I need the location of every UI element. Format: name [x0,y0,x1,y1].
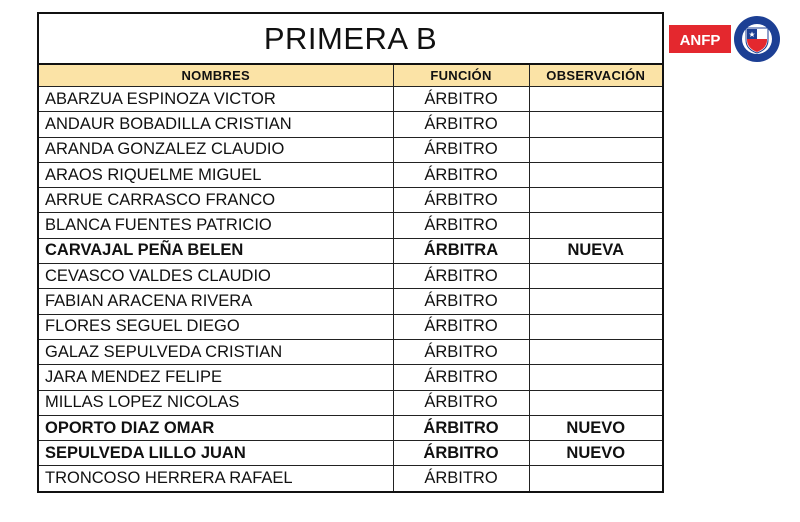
column-header-observation: OBSERVACIÓN [529,65,662,87]
referee-function-cell: ÁRBITRA [393,238,529,263]
table-row [39,112,662,137]
column-header-names: NOMBRES [39,65,393,87]
referee-name-cell: ARRUE CARRASCO FRANCO [39,188,393,213]
table-row [39,365,662,390]
federation-crest-icon [734,16,780,62]
table-row [39,213,662,238]
referee-name-cell: BLANCA FUENTES PATRICIO [39,213,393,238]
referee-table [39,65,662,491]
table-row [39,441,662,466]
table-row [39,314,662,339]
table-header-row [39,65,662,87]
referee-function-cell: ÁRBITRO [393,314,529,339]
referee-observation-cell [529,289,662,314]
column-header-function: FUNCIÓN [393,65,529,87]
referee-observation-cell [529,87,662,112]
referee-observation-cell [529,188,662,213]
referee-function-cell: ÁRBITRO [393,390,529,415]
sheet-title: PRIMERA B [39,14,662,65]
referee-observation-cell: NUEVA [529,238,662,263]
referee-observation-cell [529,466,662,491]
referee-observation-cell [529,390,662,415]
referee-function-cell: ÁRBITRO [393,162,529,187]
referee-name-cell: JARA MENDEZ FELIPE [39,365,393,390]
referee-function-cell: ÁRBITRO [393,289,529,314]
referee-observation-cell [529,339,662,364]
referee-name-cell: GALAZ SEPULVEDA CRISTIAN [39,339,393,364]
referee-observation-cell: NUEVO [529,441,662,466]
table-row [39,390,662,415]
referee-function-cell: ÁRBITRO [393,365,529,390]
referee-name-cell: ANDAUR BOBADILLA CRISTIAN [39,112,393,137]
referee-observation-cell: NUEVO [529,415,662,440]
referee-function-cell: ÁRBITRO [393,112,529,137]
referee-name-cell: ARANDA GONZALEZ CLAUDIO [39,137,393,162]
table-row [39,264,662,289]
referee-function-cell: ÁRBITRO [393,87,529,112]
referee-name-cell: SEPULVEDA LILLO JUAN [39,441,393,466]
referee-observation-cell [529,162,662,187]
table-row [39,339,662,364]
referee-name-cell: OPORTO DIAZ OMAR [39,415,393,440]
referee-observation-cell [529,137,662,162]
referee-name-cell: FABIAN ARACENA RIVERA [39,289,393,314]
referee-function-cell: ÁRBITRO [393,264,529,289]
anfp-logo-text: ANFP [679,32,721,49]
referee-name-cell: CEVASCO VALDES CLAUDIO [39,264,393,289]
table-row [39,137,662,162]
referee-function-cell: ÁRBITRO [393,415,529,440]
referee-name-cell: ARAOS RIQUELME MIGUEL [39,162,393,187]
referee-function-cell: ÁRBITRO [393,137,529,162]
table-row [39,87,662,112]
referee-function-cell: ÁRBITRO [393,188,529,213]
referee-function-cell: ÁRBITRO [393,466,529,491]
referee-function-cell: ÁRBITRO [393,213,529,238]
referee-observation-cell [529,213,662,238]
table-row [39,289,662,314]
table-body [39,87,662,491]
anfp-logo [667,14,785,64]
table-row [39,415,662,440]
referee-name-cell: FLORES SEGUEL DIEGO [39,314,393,339]
referee-function-cell: ÁRBITRO [393,339,529,364]
referee-observation-cell [529,365,662,390]
table-row [39,162,662,187]
referee-observation-cell [529,112,662,137]
referee-name-cell: TRONCOSO HERRERA RAFAEL [39,466,393,491]
referee-function-cell: ÁRBITRO [393,441,529,466]
referee-list-sheet [37,12,664,493]
table-row [39,466,662,491]
referee-observation-cell [529,264,662,289]
referee-name-cell: CARVAJAL PEÑA BELEN [39,238,393,263]
referee-name-cell: MILLAS LOPEZ NICOLAS [39,390,393,415]
table-row [39,188,662,213]
table-row [39,238,662,263]
referee-name-cell: ABARZUA ESPINOZA VICTOR [39,87,393,112]
referee-observation-cell [529,314,662,339]
